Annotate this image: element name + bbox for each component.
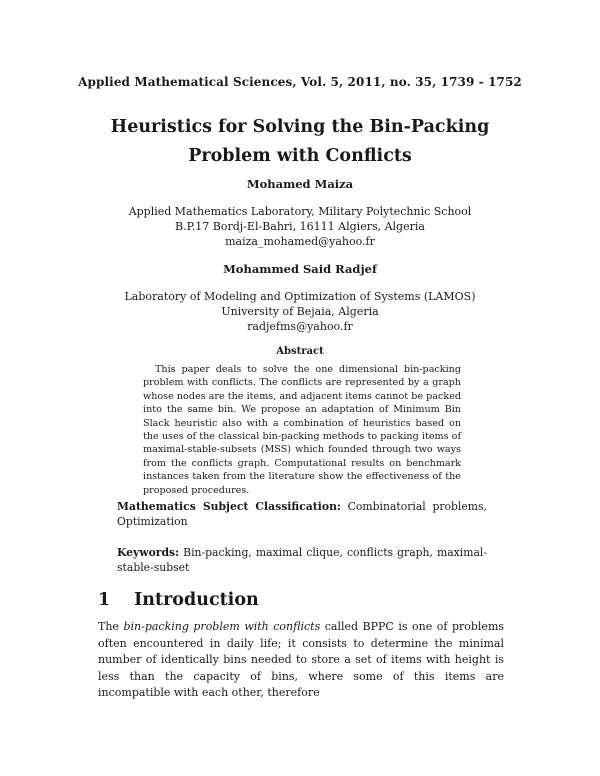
keywords-text: Bin-packing, maximal clique, conflicts graph, maximal-stable-subset bbox=[117, 546, 487, 574]
title-line-1: Heuristics for Solving the Bin-Packing bbox=[110, 117, 490, 137]
section-number: 1 bbox=[98, 590, 111, 610]
keywords-label: Keywords: bbox=[117, 546, 180, 559]
msc-text: Combinatorial problems, Optimization bbox=[117, 500, 487, 528]
author-2-affiliation bbox=[0, 289, 600, 334]
intro-paragraph bbox=[98, 619, 504, 702]
intro-emphasis: bin-packing problem with conflicts bbox=[123, 620, 321, 633]
msc-classification bbox=[117, 499, 487, 529]
author-1-affil-line-2: B.P.17 Bordj-El-Bahri, 16111 Algiers, Algeria bbox=[175, 220, 425, 233]
msc-label: Mathematics Subject Classification: bbox=[117, 500, 341, 513]
abstract-heading: Abstract bbox=[276, 346, 324, 357]
keywords bbox=[117, 545, 487, 575]
abstract-text: This paper deals to solve the one dimensional bin-packing problem with conflicts. The conflicts are represented by a graph whose nodes are the items, and adjacent items cannot be packed into the same bin. We propose an adaptation of Minimum Bin Slack heuristic also with a combination of heuristics based on the uses of the classical bin-packing methods to packing items of maximal-stable-subsets (MSS) which founded through two ways from the conflicts graph. Computational results on benchmark instances taken from the literature show the effectiveness of the proposed procedures. bbox=[143, 364, 461, 496]
intro-prefix: The bbox=[98, 620, 119, 633]
intro-text: called BPPC is one of problems often encountered in daily life; it consists to determine the minimal number of identically bins needed to store a set of items with height is less than the capacity of bins, where some of this items are incompatible with each other, therefore bbox=[98, 620, 505, 699]
author-2-affil-line-1: Laboratory of Modeling and Optimization of Systems (LAMOS) bbox=[124, 290, 476, 303]
author-2-affil-line-2: University of Bejaia, Algeria bbox=[221, 305, 379, 318]
author-1-email: maiza_mohamed@yahoo.fr bbox=[225, 235, 375, 248]
paper-title bbox=[0, 113, 600, 171]
author-2-name: Mohammed Said Radjef bbox=[223, 262, 377, 276]
author-1-name: Mohamed Maiza bbox=[246, 177, 354, 191]
author-2-email: radjefms@yahoo.fr bbox=[247, 320, 353, 333]
title-line-2: Problem with Conflicts bbox=[188, 146, 412, 166]
author-1-affil-line-1: Applied Mathematics Laboratory, Military Polytechnic School bbox=[128, 205, 472, 218]
section-heading bbox=[98, 590, 259, 610]
journal-header: Applied Mathematical Sciences, Vol. 5, 2011, no. 35, 1739 - 1752 bbox=[78, 75, 522, 89]
author-1-affiliation bbox=[0, 204, 600, 249]
section-title: Introduction bbox=[134, 590, 259, 610]
